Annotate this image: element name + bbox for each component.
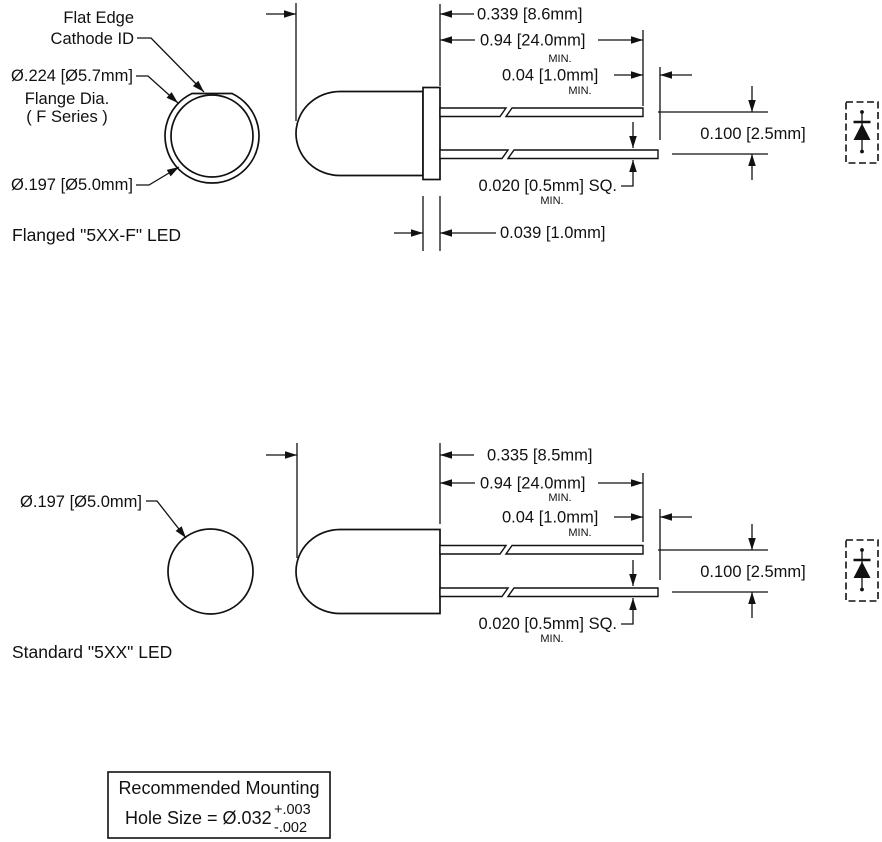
flange-thickness-dim: 0.039 [1.0mm] (500, 224, 606, 242)
flanged-lead-spacing-dim: 0.100 [2.5mm] (700, 125, 806, 143)
flat-edge-label-line2: Cathode ID (50, 30, 134, 48)
flange-rim (423, 88, 440, 180)
mounting-note-line1: Recommended Mounting (118, 778, 320, 798)
flanged-lead-length-dim: 0.94 [24.0mm] (480, 31, 586, 50)
flange-dia-name-label: Flange Dia. (24, 90, 110, 108)
diode-symbol (846, 102, 878, 163)
flange-dia-value-label: Ø.224 [Ø5.7mm] (11, 67, 133, 85)
dim-arrow-leader (621, 598, 633, 624)
standard-led-body (296, 530, 440, 614)
cathode-lead-segment (440, 546, 506, 555)
flanged-body-length-dim: 0.339 [8.6mm] (477, 5, 583, 24)
mounting-tolerance-minus: -.002 (274, 820, 308, 836)
min-qualifier: MIN. (568, 527, 592, 539)
anode-lead-segment (440, 588, 508, 597)
diode-terminal-dot (860, 110, 864, 114)
min-qualifier: MIN. (548, 492, 572, 504)
min-qualifier: MIN. (568, 85, 592, 97)
standard-lead-tip-offset-dim: 0.04 [1.0mm] (502, 508, 599, 527)
mounting-tolerance-plus: +.003 (274, 802, 311, 818)
cathode-lead-segment (506, 108, 643, 117)
diode-terminal-dot (860, 588, 864, 592)
min-qualifier: MIN. (540, 195, 564, 207)
diode-anode-triangle (854, 124, 871, 141)
flange-series-label: ( F Series ) (26, 108, 108, 126)
flanged-title: Flanged "5XX-F" LED (12, 225, 182, 245)
standard-side-view (296, 530, 658, 614)
diode-anode-triangle (854, 562, 871, 579)
mounting-note (108, 772, 330, 838)
flanged-lead-cross-section-dim: 0.020 [0.5mm] SQ. (478, 177, 617, 195)
diode-terminal-dot (860, 548, 864, 552)
standard-body-dia-leader-line (146, 501, 186, 538)
diode-symbol (846, 540, 878, 601)
standard-title: Standard "5XX" LED (12, 642, 173, 662)
anode-lead-segment (508, 150, 658, 159)
min-qualifier: MIN. (540, 633, 564, 645)
flanged-led-body (296, 92, 423, 176)
flat-edge-leader-line (137, 38, 204, 92)
anode-lead-segment (440, 150, 508, 159)
flanged-inner-body-circle (171, 95, 253, 177)
flanged-front-view (165, 94, 259, 184)
anode-lead-segment (508, 588, 658, 597)
flanged-side-view (296, 88, 658, 180)
flanged-body-dia-leader-line (136, 167, 179, 185)
flat-edge-label-line1: Flat Edge (63, 9, 134, 27)
dim-arrow-leader (621, 160, 633, 186)
standard-body-length-dim: 0.335 [8.5mm] (487, 446, 593, 465)
flanged-body-dia-label: Ø.197 [Ø5.0mm] (11, 176, 133, 194)
standard-body-dia-label: Ø.197 [Ø5.0mm] (20, 493, 142, 511)
standard-lead-cross-section-dim: 0.020 [0.5mm] SQ. (478, 615, 617, 633)
flanged-lead-tip-offset-dim: 0.04 [1.0mm] (502, 66, 599, 85)
standard-lead-length-dim: 0.94 [24.0mm] (480, 474, 586, 493)
mounting-note-line2: Hole Size = Ø.032 (125, 808, 272, 828)
min-qualifier: MIN. (548, 53, 572, 65)
standard-lead-spacing-dim: 0.100 [2.5mm] (700, 563, 806, 581)
cathode-lead-segment (440, 108, 506, 117)
diode-terminal-dot (860, 150, 864, 154)
cathode-lead-segment (506, 546, 643, 555)
standard-front-view (12, 493, 253, 662)
standard-body-circle (168, 529, 253, 614)
flange-dia-leader-line (136, 76, 178, 103)
